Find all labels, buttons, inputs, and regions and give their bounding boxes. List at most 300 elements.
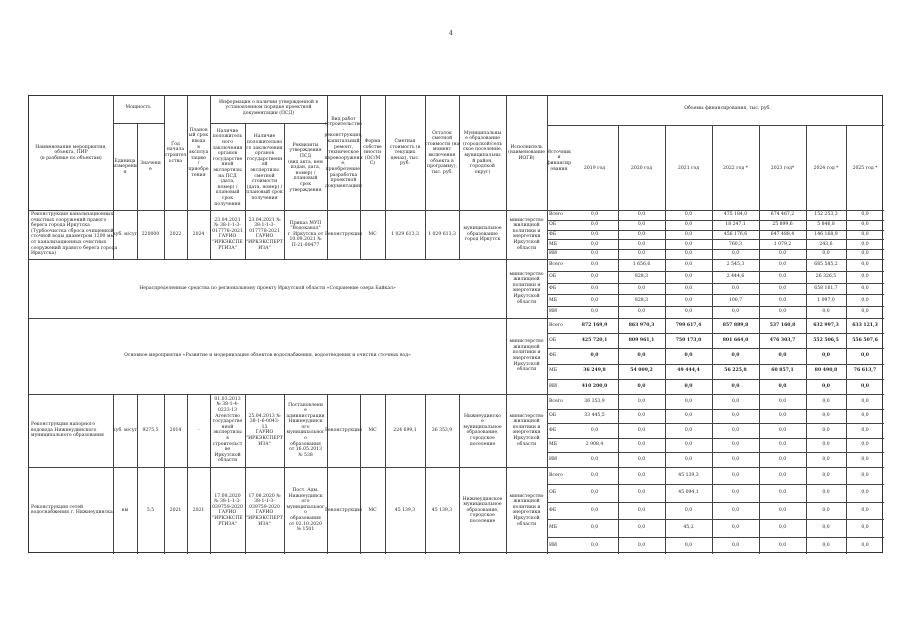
object-name-row4 bbox=[31, 422, 104, 439]
header-work-type-line: документации) bbox=[325, 183, 362, 189]
v-r5-isp bbox=[506, 467, 507, 554]
cell-row4-1-4-line: 0,0 bbox=[778, 413, 787, 419]
cell-row2-2-6-line: 0,0 bbox=[861, 285, 869, 291]
psd-c-row4-line: Постановлени bbox=[288, 402, 323, 408]
cell-row5-2-6 bbox=[861, 508, 868, 514]
header-psd-b-line: государственн bbox=[246, 156, 283, 162]
v-r5-unit bbox=[113, 467, 114, 554]
header-executor-line: ИОГВ) bbox=[518, 155, 535, 161]
cell-row5-0-4 bbox=[779, 473, 786, 479]
header-end-year-line: в bbox=[197, 144, 200, 150]
cell-row4-1-0 bbox=[584, 413, 604, 419]
unit-row4 bbox=[113, 428, 137, 434]
executor-row3-line: энергетики bbox=[512, 355, 541, 361]
v-r4-end bbox=[187, 394, 188, 467]
source-label-row5 bbox=[549, 525, 557, 531]
header-remainder-line: программу), bbox=[427, 164, 457, 170]
cell-row5-0-6 bbox=[861, 473, 868, 479]
v-r4-smeta bbox=[385, 394, 386, 467]
cell-row1-1-5-line: 5 846,8 bbox=[817, 221, 835, 227]
header-municipality-line: (городской/сель bbox=[462, 141, 503, 147]
header-start-year bbox=[164, 142, 186, 164]
remainder-row1-line: 1 029 613,3 bbox=[428, 231, 456, 237]
header-psd-b-line: стоимости bbox=[251, 179, 278, 185]
cell-row3-1-2 bbox=[676, 338, 702, 344]
psd-a-row1-line: "ИРКЭКСПЕ bbox=[212, 240, 243, 246]
cell-row5-3-6-line: 0,0 bbox=[861, 525, 869, 531]
source-label-row1-line: ИИ bbox=[549, 251, 558, 257]
cell-row5-3-1 bbox=[638, 525, 645, 531]
cell-row1-4-2-line: 0,0 bbox=[684, 251, 693, 257]
cell-row3-4-2 bbox=[685, 384, 693, 390]
cell-row5-4-4 bbox=[779, 543, 786, 549]
cell-row3-0-3 bbox=[723, 323, 749, 329]
v-r4-start bbox=[164, 394, 165, 467]
object-name-row5-line: Реконструкция сетей bbox=[31, 504, 84, 510]
psd-a-row4-line: области bbox=[217, 458, 238, 464]
header-psd-b bbox=[246, 134, 282, 201]
cell-row4-4-3-line: 0,0 bbox=[731, 456, 740, 462]
cell-row1-1-6 bbox=[861, 222, 868, 228]
psd-a-row1-line: 017778-2021 bbox=[212, 228, 243, 234]
cell-row1-1-0 bbox=[591, 222, 598, 228]
header-start-year-line: Год bbox=[171, 141, 180, 147]
cell-row4-2-3 bbox=[732, 428, 739, 434]
header-year-5-line: 2024 год * bbox=[813, 166, 839, 172]
source-label-row2 bbox=[549, 286, 556, 292]
cell-row1-4-2 bbox=[685, 251, 692, 257]
cell-row1-0-1 bbox=[638, 212, 645, 218]
cell-row5-2-4 bbox=[779, 508, 786, 514]
cell-row3-3-6 bbox=[854, 368, 876, 374]
header-psd-a-line: нной bbox=[221, 162, 234, 168]
cell-row1-0-6-line: 0,0 bbox=[861, 212, 869, 218]
psd-c-row4-line: о bbox=[304, 436, 307, 442]
header-municipality-line: ское поселение, bbox=[462, 147, 503, 153]
psd-rule bbox=[210, 123, 327, 124]
header-remainder-line: стоимости (на bbox=[424, 141, 460, 147]
source-label-row2-line: ИИ bbox=[549, 309, 558, 315]
cell-row4-2-1-line: 0,0 bbox=[637, 427, 646, 433]
municipality-row4 bbox=[463, 414, 501, 448]
cell-row1-2-6-line: 0,0 bbox=[861, 231, 869, 237]
start-row4 bbox=[170, 428, 182, 434]
object-name-row5 bbox=[31, 505, 113, 516]
header-psd-b-line: сметной bbox=[254, 173, 275, 179]
object-name-row1-line: от канализационных очистных bbox=[31, 240, 107, 246]
v-h-year-1 bbox=[665, 125, 666, 210]
cell-row5-2-1 bbox=[638, 508, 645, 514]
header-object-name-line: Наименование мероприятия, bbox=[35, 144, 107, 150]
cell-row4-0-4 bbox=[779, 399, 786, 405]
source-label-row2 bbox=[549, 262, 563, 268]
psd-b-row4-line: 13 bbox=[261, 424, 268, 430]
cell-row2-0-4-line: 0,0 bbox=[778, 262, 787, 268]
ownership-row5 bbox=[368, 508, 376, 514]
psd-a-row5-line: "ИРКЭКСПЕ bbox=[212, 516, 243, 522]
cell-row2-1-0 bbox=[591, 274, 598, 280]
psd-c-row4-line: № 538 bbox=[298, 452, 313, 458]
header-psd-b-line: экспертизы bbox=[250, 167, 279, 173]
cell-row4-1-6-line: 0,0 bbox=[861, 413, 869, 419]
cell-row5-1-3-line: 0,0 bbox=[731, 490, 740, 496]
cell-row4-3-2-line: 0,0 bbox=[684, 442, 693, 448]
start-row5-line: 2021 bbox=[169, 507, 182, 513]
v-r5-ost bbox=[425, 467, 426, 554]
cell-row2-4-1-line: 0,0 bbox=[637, 309, 646, 315]
row2-title-line: Нераспределенные средства по региональному проекту Иркутской области «Сохранение озера Байкал» bbox=[139, 285, 396, 291]
value-row1 bbox=[142, 232, 160, 238]
cell-row2-2-2 bbox=[685, 286, 692, 292]
cell-row3-4-6-line: 0,0 bbox=[861, 383, 869, 389]
header-work-type bbox=[324, 117, 362, 190]
executor-row2-line: области bbox=[516, 299, 537, 305]
header-financing-line: Объемы финансирования, тыс. руб. bbox=[684, 106, 771, 112]
cell-row4-0-4-line: 0,0 bbox=[778, 398, 787, 404]
v-r2-year-1 bbox=[665, 259, 666, 318]
v-h-year-5 bbox=[846, 125, 847, 210]
header-object-name-line: (в разбивке по объектам) bbox=[40, 155, 102, 161]
cell-row4-4-2-line: 0,0 bbox=[684, 456, 693, 462]
cell-row3-0-0 bbox=[582, 323, 608, 329]
cell-row5-3-3-line: 0,0 bbox=[731, 525, 740, 531]
cell-row3-0-2 bbox=[676, 323, 702, 329]
executor-row5-line: Иркутской bbox=[513, 516, 540, 522]
header-start-year-line: начала bbox=[166, 147, 185, 153]
header-object-name bbox=[35, 145, 106, 162]
header-work-type-line: - bbox=[342, 127, 345, 133]
unit-row5 bbox=[122, 508, 128, 514]
psd-b-row5-line: 039759-2020 bbox=[249, 504, 280, 510]
cell-row5-0-6-line: 0,0 bbox=[861, 472, 869, 478]
v-h-year-4 bbox=[806, 125, 807, 210]
cell-row3-4-0-line: 410 200,0 bbox=[581, 383, 608, 389]
header-year-0-line: 2019 год bbox=[583, 166, 606, 172]
source-label-row1 bbox=[549, 232, 556, 238]
cell-row5-4-5-line: 0,0 bbox=[822, 542, 830, 548]
source-label-row5-line: Всего bbox=[549, 472, 563, 478]
end-row1-line: 2024 bbox=[192, 231, 205, 237]
cell-row3-0-5 bbox=[813, 323, 839, 329]
cell-row5-0-0-line: 0,0 bbox=[590, 472, 599, 478]
v-r4-src bbox=[547, 394, 548, 467]
v-r5-year-0 bbox=[618, 467, 619, 554]
cell-row1-3-2 bbox=[685, 242, 692, 248]
v-r5-start bbox=[164, 467, 165, 554]
cell-row4-1-2-line: 0,0 bbox=[684, 413, 693, 419]
header-psd-info-line: документации (ПСД) bbox=[242, 110, 295, 116]
cell-row2-3-1 bbox=[635, 298, 648, 304]
cell-row4-0-5-line: 0,0 bbox=[822, 398, 830, 404]
cell-row5-1-0-line: 0,0 bbox=[590, 490, 599, 496]
subrow-rule-r4 bbox=[547, 452, 884, 453]
header-value-line: Значени bbox=[140, 161, 161, 167]
cell-row5-2-6-line: 0,0 bbox=[861, 507, 869, 513]
header-year-0 bbox=[584, 166, 605, 172]
row-separator-2 bbox=[29, 318, 884, 319]
header-work-type-line: капитальный bbox=[327, 138, 360, 144]
psd-b-row1-line: ИЗА" bbox=[258, 245, 271, 251]
header-psd-a-line: заключения bbox=[212, 145, 243, 151]
cell-row1-4-0 bbox=[591, 251, 598, 257]
v-r5-year-5 bbox=[846, 467, 847, 554]
cell-row4-0-2 bbox=[685, 399, 692, 405]
cell-row4-2-5 bbox=[822, 428, 829, 434]
psd-a-row1-line: РТИЗА" bbox=[218, 245, 237, 251]
cell-row1-4-4 bbox=[779, 251, 786, 257]
cell-row1-0-5 bbox=[814, 212, 837, 218]
cell-row4-4-5 bbox=[822, 457, 829, 463]
psd-a-row5-line: ГАУИО bbox=[218, 510, 237, 516]
start-row1-line: 2022 bbox=[169, 231, 182, 237]
cell-row4-0-3-line: 0,0 bbox=[731, 398, 740, 404]
cell-row4-0-0-line: 36 353,9 bbox=[584, 398, 605, 404]
object-name-row1-line: Реконструкция канализационных bbox=[31, 212, 114, 218]
executor-row4-line: Иркутской bbox=[513, 436, 540, 442]
cell-row3-1-5 bbox=[813, 338, 839, 344]
psd-b-row4-line: 38-1-6-0043- bbox=[249, 419, 280, 425]
cell-row3-1-6 bbox=[852, 338, 878, 344]
cell-row2-0-6-line: 0,0 bbox=[861, 262, 869, 268]
cell-row5-4-5 bbox=[822, 543, 829, 549]
ownership-row1-line: МС bbox=[368, 231, 377, 237]
header-work-type-line: ремонт, bbox=[333, 144, 354, 150]
cell-row4-3-1-line: 0,0 bbox=[637, 442, 646, 448]
object-name-row4-line: муниципального образования bbox=[31, 433, 104, 439]
v-r1-isp bbox=[506, 210, 507, 259]
header-estimate-line: Сметная bbox=[394, 139, 416, 144]
header-psd-b-line: (дата, номер) / bbox=[246, 184, 283, 190]
cell-row5-3-2-line: 45,2 bbox=[683, 525, 694, 531]
header-end-year-line: тения bbox=[191, 172, 206, 178]
cell-row2-1-1 bbox=[635, 274, 648, 280]
v-r1-a bbox=[210, 210, 211, 259]
psd-a-row5-line: № 38-1-1-3- bbox=[214, 499, 241, 505]
cell-row4-0-2-line: 0,0 bbox=[684, 398, 693, 404]
cell-row2-4-5-line: 0,0 bbox=[822, 309, 830, 315]
cell-row3-2-5 bbox=[822, 353, 830, 359]
cell-row1-2-2 bbox=[685, 232, 692, 238]
cell-row1-3-4-line: 1 079,2 bbox=[773, 241, 792, 247]
v-r5-smeta bbox=[385, 467, 386, 554]
source-label-row1-line: Всего bbox=[549, 212, 563, 218]
v-r2-isp bbox=[506, 259, 507, 318]
source-label-row1 bbox=[549, 212, 563, 218]
cell-row2-1-4-line: 0,0 bbox=[778, 273, 787, 279]
cell-row3-2-1-line: 0,0 bbox=[637, 353, 646, 359]
cell-row3-4-2-line: 0,0 bbox=[684, 383, 693, 389]
v-r4-mo bbox=[459, 394, 460, 467]
cell-row5-3-3 bbox=[732, 525, 739, 531]
work-type-row5 bbox=[325, 508, 362, 514]
header-remainder-line: Остаток bbox=[432, 130, 452, 136]
cell-row3-4-6 bbox=[861, 384, 869, 390]
header-estimate-line: текущих bbox=[394, 150, 416, 156]
cell-row1-3-4 bbox=[774, 242, 792, 248]
header-psd-b-line: плановый срок bbox=[246, 190, 283, 196]
unit-row5-line: км bbox=[121, 507, 129, 513]
cell-row4-4-0-line: 0,0 bbox=[590, 456, 599, 462]
cell-row4-0-5 bbox=[822, 399, 829, 405]
municipality-row4-line: е bbox=[481, 419, 484, 425]
cell-row4-4-6-line: 0,0 bbox=[861, 456, 869, 462]
v-h-a bbox=[210, 96, 211, 210]
cell-row4-4-4 bbox=[779, 457, 786, 463]
executor-row4-line: жилищной bbox=[513, 419, 540, 425]
municipality-row1-line: город Иркутск bbox=[464, 237, 501, 243]
unit-row1 bbox=[113, 232, 137, 238]
executor-row5-line: министерство bbox=[509, 493, 544, 499]
executor-row4 bbox=[510, 414, 544, 448]
object-name-row1-line: берега города Иркутска bbox=[31, 223, 90, 229]
header-psd-a-line: Наличие bbox=[216, 128, 239, 134]
psd-a-row5-line: 039759-2020 bbox=[212, 504, 243, 510]
object-name-row5-line: водоснабжения г. Нижнеудинска bbox=[31, 510, 113, 516]
cell-row4-3-6 bbox=[861, 442, 868, 448]
v-r5-year-2 bbox=[712, 467, 713, 554]
unit-row1-line: куб. м/сут bbox=[112, 231, 138, 237]
executor-row1-line: министерство bbox=[509, 217, 544, 223]
cell-row1-3-6 bbox=[861, 242, 868, 248]
cell-row2-0-4 bbox=[779, 262, 786, 268]
subrow-rule-r5 bbox=[547, 484, 884, 485]
cell-row2-0-1 bbox=[633, 262, 651, 268]
source-label-row4 bbox=[549, 457, 557, 463]
cell-row1-2-3-line: 456 176,6 bbox=[723, 231, 748, 237]
cell-row2-1-6 bbox=[861, 274, 868, 280]
cell-row5-3-4 bbox=[779, 525, 786, 531]
cell-row3-0-4-line: 537 160,8 bbox=[769, 322, 796, 328]
psd-c-row1-line: "Водоканал" bbox=[290, 226, 321, 232]
source-label-row4 bbox=[549, 399, 563, 405]
cell-row2-3-2-line: 0,0 bbox=[684, 297, 693, 303]
header-source-line: и bbox=[557, 155, 561, 161]
cell-row3-3-4 bbox=[771, 368, 793, 374]
source-label-row3 bbox=[549, 338, 556, 344]
cell-row4-4-4-line: 0,0 bbox=[778, 456, 787, 462]
cell-row2-0-3-line: 2 545,3 bbox=[726, 262, 745, 268]
cell-row4-4-1-line: 0,0 bbox=[637, 456, 646, 462]
psd-a-row4-line: 0233-13 bbox=[217, 408, 238, 414]
cell-row3-4-0 bbox=[582, 384, 608, 390]
psd-a-row4-line: государстве bbox=[212, 419, 243, 425]
source-label-row1 bbox=[549, 242, 557, 248]
cell-row1-4-3 bbox=[732, 251, 739, 257]
cell-row1-0-4 bbox=[771, 212, 794, 218]
cell-row1-3-3 bbox=[729, 242, 742, 248]
cell-row4-4-6 bbox=[861, 457, 868, 463]
end-row4 bbox=[198, 428, 200, 434]
cell-row4-0-6-line: 0,0 bbox=[861, 398, 869, 404]
cell-row1-3-2-line: 0,0 bbox=[684, 241, 693, 247]
cell-row5-4-3-line: 0,0 bbox=[731, 542, 740, 548]
header-work-type-line: разработка bbox=[329, 172, 358, 178]
cell-row5-0-1 bbox=[638, 473, 645, 479]
cell-row3-4-3 bbox=[732, 384, 740, 390]
v-r1-end bbox=[187, 210, 188, 259]
psd-c-row1-line: П-21-00477 bbox=[291, 242, 320, 248]
v-r4-ost bbox=[425, 394, 426, 467]
psd-a-row4-line: ве bbox=[224, 447, 231, 453]
value-row5-line: 5,5 bbox=[146, 507, 155, 513]
psd-b-row5-line: ИЗА" bbox=[258, 521, 271, 527]
remainder-row5 bbox=[432, 508, 452, 514]
cell-row1-2-4 bbox=[771, 232, 794, 238]
cell-row3-2-6 bbox=[861, 353, 869, 359]
cell-row3-4-1 bbox=[638, 384, 646, 390]
cell-row1-0-4-line: 674 467,2 bbox=[770, 212, 795, 218]
psd-c-row4 bbox=[286, 403, 324, 459]
cell-row5-2-0 bbox=[591, 508, 598, 514]
executor-row1-line: Иркутской bbox=[513, 240, 540, 246]
cell-row1-3-0-line: 0,0 bbox=[590, 241, 599, 247]
cell-row5-2-3-line: 0,0 bbox=[731, 507, 740, 513]
source-label-row3 bbox=[549, 353, 556, 359]
executor-row5-line: жилищной bbox=[513, 499, 540, 505]
cell-row2-2-1-line: 0,0 bbox=[637, 285, 646, 291]
cell-row5-3-6 bbox=[861, 525, 868, 531]
cell-row3-3-6-line: 76 613,7 bbox=[853, 368, 877, 374]
source-label-row2 bbox=[549, 298, 557, 304]
cell-row3-1-1-line: 809 961,1 bbox=[628, 338, 655, 343]
source-label-row2-line: МБ bbox=[549, 297, 558, 303]
cell-row5-1-6 bbox=[861, 490, 868, 496]
header-psd-a-line: на ПСД bbox=[218, 173, 237, 179]
source-label-row5 bbox=[549, 490, 556, 496]
header-psd-b-line: получения bbox=[251, 195, 278, 201]
v-r1-ost bbox=[425, 210, 426, 259]
v-r3-isp bbox=[506, 318, 507, 394]
cell-row4-1-5-line: 0,0 bbox=[822, 413, 830, 419]
cell-row1-3-1 bbox=[638, 242, 645, 248]
psd-a-row4-line: экспертизы bbox=[213, 430, 242, 436]
cell-row1-3-1-line: 0,0 bbox=[637, 241, 646, 247]
cell-row2-3-6-line: 0,0 bbox=[861, 297, 869, 303]
executor-row5-line: энергетики bbox=[512, 510, 541, 516]
cell-row4-3-0-line: 2 908,4 bbox=[585, 442, 604, 448]
cell-row4-2-2 bbox=[685, 428, 692, 434]
work-type-row1 bbox=[325, 232, 362, 238]
header-estimate bbox=[390, 139, 421, 167]
psd-c-row5-line: ого bbox=[301, 499, 310, 505]
end-row5 bbox=[193, 508, 205, 514]
cell-row2-2-5-line: 658 161,7 bbox=[814, 285, 838, 291]
cell-row1-0-5-line: 152 253,3 bbox=[814, 212, 838, 218]
estimate-row4 bbox=[393, 428, 416, 434]
v-h-year-3 bbox=[759, 125, 760, 210]
header-executor bbox=[508, 145, 545, 162]
estimate-row1 bbox=[391, 232, 419, 238]
subrow-rule-r4 bbox=[547, 438, 884, 439]
header-psd-a-line: плановый bbox=[215, 190, 240, 196]
remainder-row4 bbox=[432, 428, 452, 434]
cell-row3-2-0 bbox=[591, 353, 599, 359]
cell-row5-1-5 bbox=[822, 490, 829, 496]
cell-row4-1-5 bbox=[822, 413, 829, 419]
cell-row4-2-3-line: 0,0 bbox=[731, 427, 740, 433]
header-end-year-line: Планов bbox=[189, 127, 208, 133]
psd-b-row4-line: 25.04.2013 № bbox=[248, 413, 281, 419]
cell-row5-0-3-line: 0,0 bbox=[731, 472, 740, 478]
cell-row2-3-5-line: 1 097,0 bbox=[817, 297, 835, 303]
cell-row5-1-1-line: 0,0 bbox=[637, 490, 646, 496]
source-label-row2 bbox=[549, 309, 557, 315]
cell-row5-2-4-line: 0,0 bbox=[778, 507, 787, 513]
v-r5-end bbox=[187, 467, 188, 554]
cell-row5-2-2 bbox=[685, 508, 692, 514]
source-label-row5 bbox=[549, 473, 563, 479]
header-source-line: ования bbox=[550, 166, 568, 172]
